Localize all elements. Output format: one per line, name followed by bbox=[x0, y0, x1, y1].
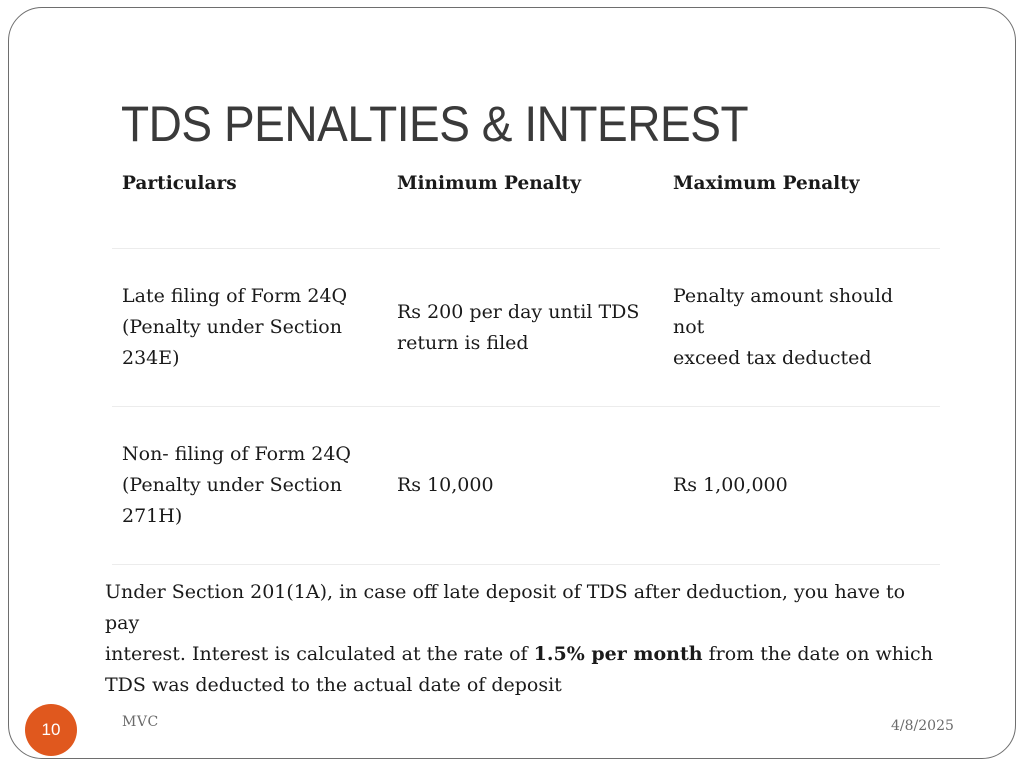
text-line: Penalty amount should not bbox=[673, 285, 894, 338]
note-line-2-before: interest. Interest is calculated at the rate of bbox=[105, 643, 534, 665]
text-line: exceed tax deducted bbox=[673, 347, 872, 369]
footer-date: 4/8/2025 bbox=[891, 718, 954, 734]
note-line-2-after: from the date on which bbox=[702, 643, 933, 665]
text-line: (Penalty under Section bbox=[122, 474, 342, 496]
note-line-1: Under Section 201(1A), in case off late deposit of TDS after deduction, you have to pay bbox=[105, 581, 906, 634]
text-line: Rs 10,000 bbox=[397, 474, 494, 496]
text-line: 271H) bbox=[122, 505, 183, 527]
interest-note bbox=[105, 577, 935, 701]
text-line: Late filing of Form 24Q bbox=[122, 285, 348, 307]
row-1-minimum-penalty bbox=[387, 297, 663, 359]
slide bbox=[8, 7, 1016, 759]
header-particulars: Particulars bbox=[122, 173, 237, 194]
text-line: Rs 200 per day until TDS bbox=[397, 300, 640, 323]
header-minimum-penalty: Minimum Penalty bbox=[397, 173, 581, 194]
text-line: 234E) bbox=[122, 347, 180, 369]
penalty-table bbox=[112, 156, 940, 565]
row-2-minimum-penalty bbox=[387, 470, 663, 501]
row-1-particulars bbox=[112, 281, 387, 374]
table-row bbox=[112, 407, 940, 565]
header-maximum-penalty: Maximum Penalty bbox=[673, 173, 860, 194]
text-line: Non- filing of Form 24Q bbox=[122, 443, 352, 465]
row-2-particulars bbox=[112, 439, 387, 532]
text-line: Rs 1,00,000 bbox=[673, 474, 788, 496]
text-line: return is filed bbox=[397, 331, 529, 354]
slide-title: TDS PENALTIES & INTEREST bbox=[121, 96, 749, 152]
interest-rate: 1.5% per month bbox=[533, 643, 703, 665]
row-1-maximum-penalty bbox=[663, 281, 940, 374]
footer-label: MVC bbox=[122, 714, 159, 730]
text-line: (Penalty under Section bbox=[122, 316, 342, 338]
note-line-3: TDS was deducted to the actual date of deposit bbox=[105, 674, 562, 696]
row-2-maximum-penalty bbox=[663, 470, 940, 501]
table-header-row bbox=[112, 156, 940, 249]
table-row bbox=[112, 249, 940, 407]
page-number-badge: 10 bbox=[25, 704, 77, 756]
